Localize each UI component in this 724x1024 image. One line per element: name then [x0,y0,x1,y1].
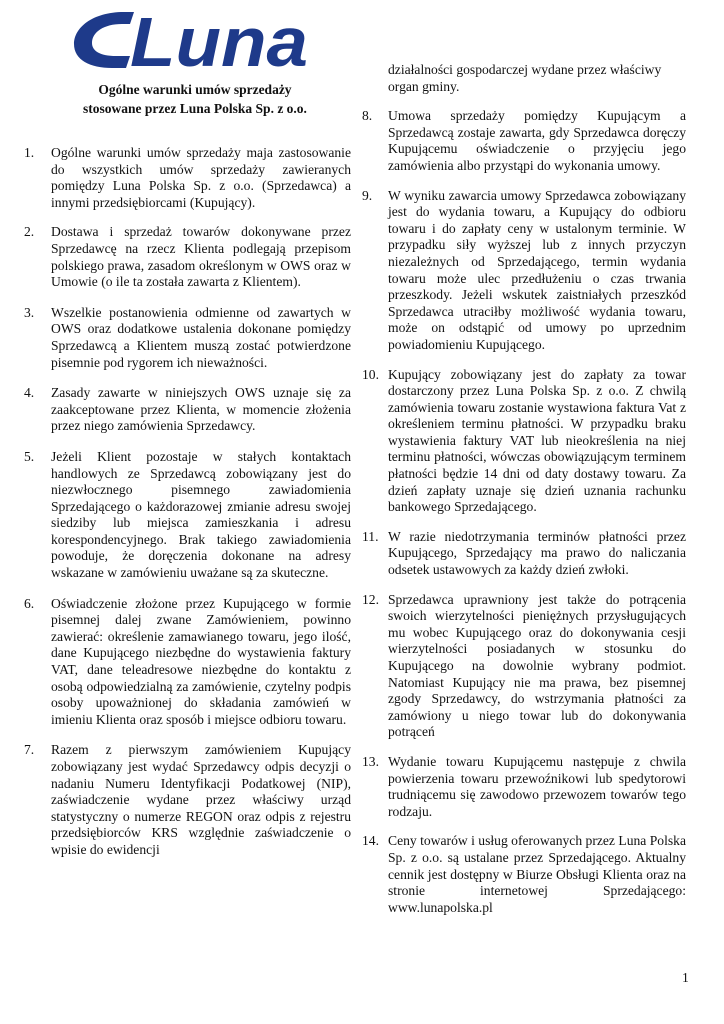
clause-number: 9. [362,187,373,203]
clause-text: Zasady zawarte w niniejszych OWS uznaje się za zaakceptowane przez Klienta, w momencie złożenia przez niego zamówienia Sprzedawcy. [51,385,351,434]
clause-7 [24,742,351,858]
clause-4 [24,385,351,435]
luna-logo [72,6,312,70]
clause-text: Wszelkie postanowienia odmienne od zawartych w OWS oraz dodatkowe ustalenia dokonane pomiędzy Sprzedawcą a Klientem muszą zostać potwierdzone pisemnie pod rygorem ich nieważności. [51,304,351,370]
clause-text: W wyniku zawarcia umowy Sprzedawca zobowiązany jest do wydania towaru, a Kupujący do odbioru towaru i do zapłaty ceny w ustalonym terminie. W przypadku siły wyższej lub z innych przyczyn niezależnych od Sprzedającego, termin wydania towaru może ulec przedłużeniu o czas trwania przeszkody. Jeżeli wskutek zaistniałych przeszkód Sprzedawca utraciłby możliwość wydania towaru, może on odstąpić od umowy po uprzednim powiadomieniu Kupującego. [388,187,686,352]
clause-text: Ogólne warunki umów sprzedaży maja zastosowanie do wszystkich umów sprzedaży zawieranych pomiędzy Luna Polska Sp. z o.o. (Sprzedawca) a innymi przedsiębiorcami (Kupujący). [51,145,351,210]
document-title [36,80,354,118]
clause-5 [24,449,351,582]
clause-2 [24,224,351,290]
clause-text: Wydanie towaru Kupującemu następuje z chwila powierzenia towaru przewoźnikowi lub spedytorowi trudniącemu się zawodowo przewozem towarów tego rodzaju. [388,753,686,819]
right-column [362,62,686,916]
left-column [24,145,351,859]
clause-13 [362,754,686,820]
clause-number: 12. [362,591,379,607]
logo-swoosh-icon [74,12,134,68]
clause-8 [362,108,686,174]
clause-1 [24,145,351,211]
clause-text: Umowa sprzedaży pomiędzy Kupującym a Sprzedawcą zostaje zawarta, gdy Sprzedawca doręczy Kupującemu oświadczenie o przyjęciu jego zamówienia albo przystąpi do wykonania umowy. [388,108,686,173]
clause-text: W razie niedotrzymania terminów płatności przez Kupującego, Sprzedający ma prawo do naliczania odsetek ustawowych za każdy dzień zwłoki. [388,528,686,578]
clause-9 [362,188,686,354]
clause-number: 10. [362,366,379,382]
title-line-1: Ogólne warunki umów sprzedaży [98,82,292,97]
clause-number: 3. [24,304,35,320]
clause-12 [362,592,686,741]
clause-text: Ceny towarów i usług oferowanych przez Luna Polska Sp. z o.o. są ustalane przez Sprzedającego. Aktualny cennik jest dostępny w Biurze Obsługi Klienta oraz na stronie internetowej Sprzedającego: www.lunapolska.pl [388,833,686,915]
clause-number: 8. [362,108,373,124]
page-number: 1 [682,970,689,985]
clause-text: Jeżeli Klient pozostaje w stałych kontaktach handlowych ze Sprzedawcą zobowiązany jest do niezwłocznego pisemnego zawiadomienia Sprzedającego o każdorazowej zmianie adresu swojej siedziby lub miejsca zamieszkania i adresu korespondencyjnego. Brak takiego zawiadomienia powoduje, że doręczenia dokonane na adresy wskazane w zamówieniu uważane są za skuteczne. [51,448,351,581]
clause-text: Kupujący zobowiązany jest do zapłaty za towar dostarczony przez Luna Polska Sp. z o.o. Z chwilą zamówienia towaru zostanie wystawiona faktura Vat z określeniem terminu płatności. W przypadku braku wystawienia faktury VAT lub nieokreślenia na niej terminu płatności, wówczas obowiązującym terminem płatności będzie 14 dni od daty dostawy towaru. Za dzień zapłaty uznaje się dzień uznania rachunku bankowego Sprzedającego. [388,366,686,515]
luna-logo-graphic [72,6,312,70]
title-line-2: stosowane przez Luna Polska Sp. z o.o. [83,101,307,116]
clause-10 [362,367,686,516]
clause-number: 1. [24,145,35,160]
clause-3 [24,305,351,371]
clause-text: Oświadczenie złożone przez Kupującego w formie pisemnej dalej zwane Zamówieniem, powinno zawierać: określenie zamawianego towaru, jego ilość, dane Kupującego niezbędne do wystawienia faktury VAT, dane teleadresowe niezbędne do kontaktu z osobą odpowiedzialną za zamówienie, czytelny podpis osoby upoważnionej do składania zamówień w imieniu Klienta oraz sposób i miejsce odbioru towaru. [51,595,351,727]
logo-brand-text: Luna [130,6,308,70]
clause-number: 2. [24,224,35,240]
clause-text: Razem z pierwszym zamówieniem Kupujący zobowiązany jest wydać Sprzedawcy odpis decyzji o nadaniu Numeru Identyfikacji Podatkowej (NIP), zaświadczenie wydane przez właściwy urząd statystyczny o numerze REGON oraz odpis z rejestru przedsiębiorców KRS względnie zaświadczenie o wpisie do ewidencji [51,742,351,857]
clause-7-continuation: działalności gospodarczej wydane przez właściwy organ gminy. [388,62,662,94]
clause-number: 13. [362,753,379,769]
clause-number: 5. [24,448,35,464]
clause-14 [362,833,686,916]
clause-11 [362,529,686,579]
clause-number: 14. [362,833,379,849]
clause-number: 6. [24,595,35,611]
clause-number: 7. [24,742,35,758]
clause-text: Sprzedawca uprawniony jest także do potrącenia swoich wierzytelności pieniężnych przysługujących mu wobec Kupującego oraz do dokonywania cesji wierzytelności posiadanych w stosunku do Kupującego na dowolnie wybrany podmiot. Natomiast Kupujący nie ma prawa, bez pisemnej zgody Sprzedawcy, do wstrzymania płatności za zamówiony u niego towar lub do dokonywania potrąceń [388,591,686,740]
clause-number: 11. [362,528,379,544]
clause-text: Dostawa i sprzedaż towarów dokonywane przez Sprzedawcę na rzecz Klienta podlegają przepisom polskiego prawa, zasadom określonym w OWS oraz w Umowie (o ile ta została zawarta z Klientem). [51,224,351,290]
clause-6 [24,596,351,729]
clause-number: 4. [24,385,35,401]
